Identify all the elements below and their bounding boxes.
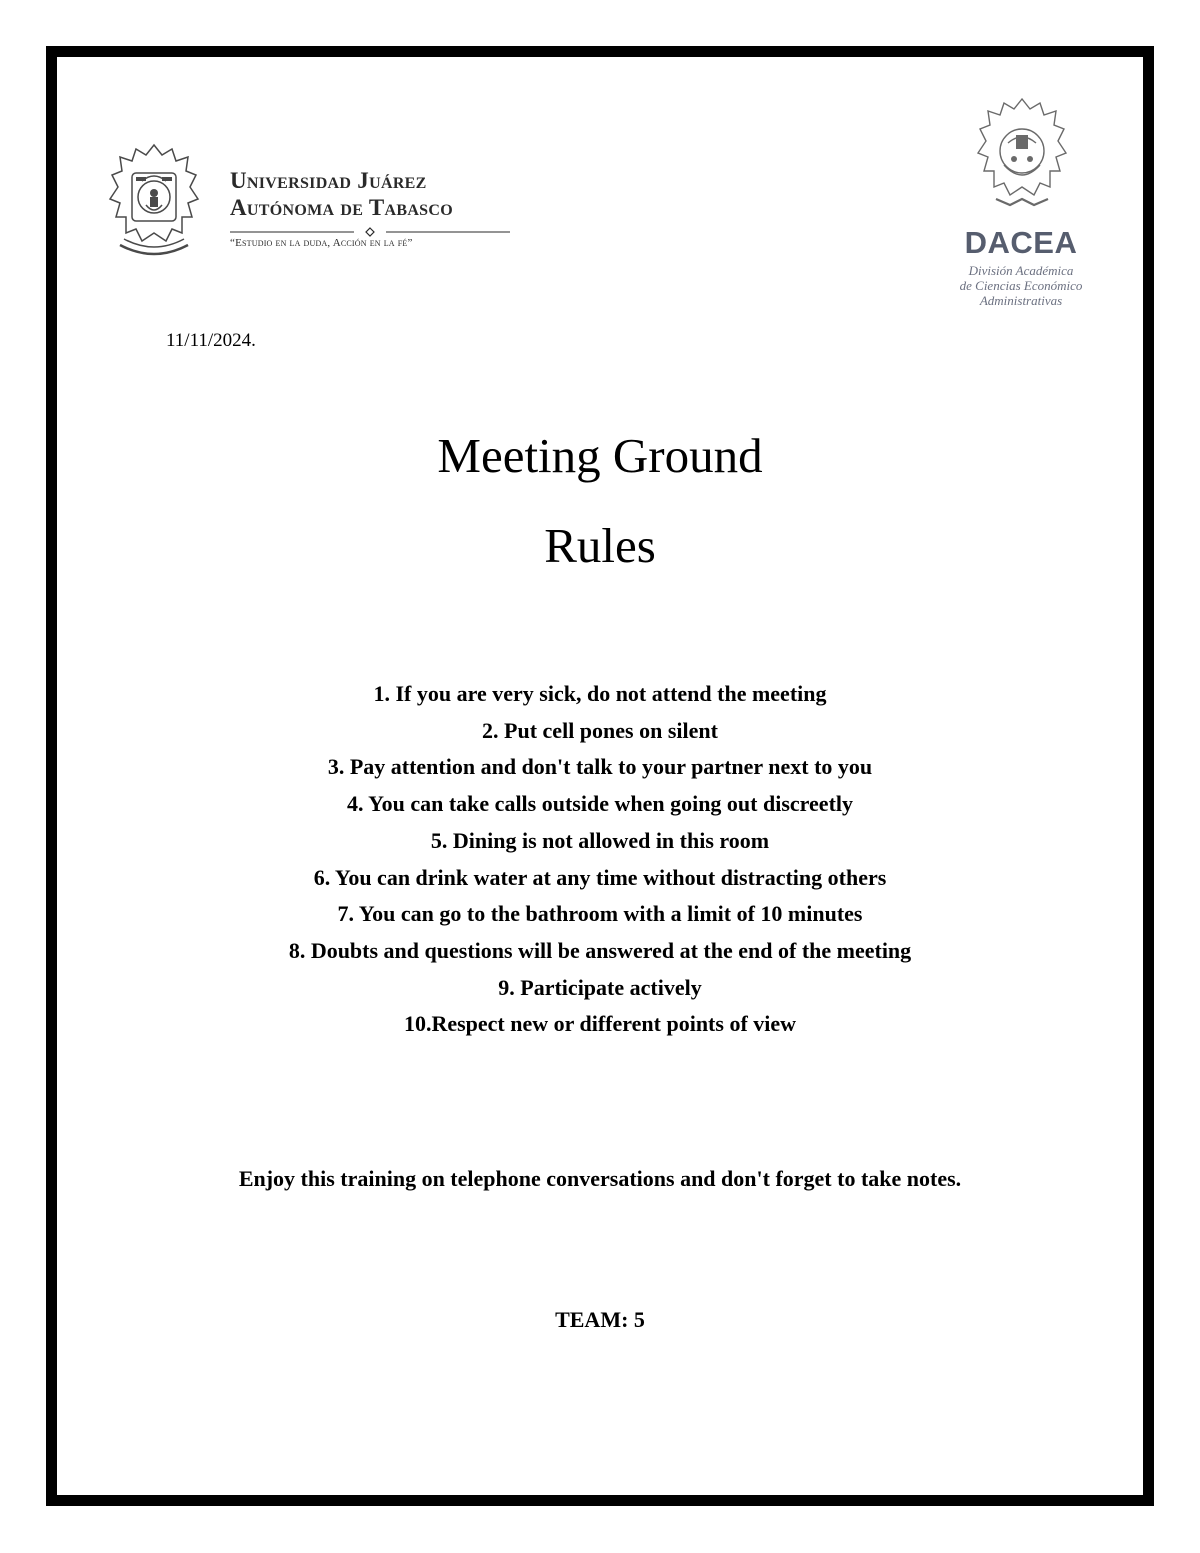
closing-message: Enjoy this training on telephone conversations and don't forget to take notes. [238, 1166, 962, 1191]
team-label: TEAM: 5 [555, 1307, 645, 1332]
university-divider [230, 227, 510, 237]
university-name [230, 167, 453, 221]
dacea-seal-icon [974, 95, 1070, 217]
rule-item: 6. You can drink water at any time without distracting others [313, 864, 887, 890]
rule-item: 10.Respect new or different points of view [403, 1011, 797, 1037]
rule-item: 7. You can go to the bathroom with a limit of 10 minutes [337, 901, 863, 927]
rules-list [0, 676, 1200, 1043]
rule-item: 9. Participate actively [498, 974, 702, 1000]
rule-item: 5. Dining is not allowed in this room [430, 827, 770, 853]
dacea-name: DACEA [964, 225, 1078, 260]
dacea-subtitle [946, 263, 1096, 308]
university-seal-icon [106, 141, 202, 263]
document-title-line1: Meeting Ground [437, 428, 763, 483]
dacea-subtitle-line2: de Ciencias Económico [959, 278, 1083, 293]
rule-item: 1. If you are very sick, do not attend the meeting [373, 681, 827, 706]
rule-item: 8. Doubts and questions will be answered at the end of the meeting [288, 937, 912, 963]
document-date: 11/11/2024. [166, 330, 256, 351]
rule-item: 4. You can take calls outside when going out discreetly [346, 791, 854, 817]
university-name-line2: Autónoma de Tabasco [230, 195, 453, 220]
dacea-subtitle-line3: Administrativas [979, 293, 1063, 308]
university-logo [106, 141, 516, 263]
rule-item: 3. Pay attention and don't talk to your partner next to you [327, 754, 873, 780]
document-title-line2: Rules [544, 518, 656, 573]
dacea-subtitle-line1: División Académica [968, 263, 1074, 278]
rule-item: 2. Put cell pones on silent [482, 717, 718, 743]
dacea-logo [946, 95, 1096, 313]
university-motto: “Estudio en la duda, Acción en la fé” [230, 237, 413, 249]
university-name-line1: Universidad Juárez [230, 168, 427, 193]
